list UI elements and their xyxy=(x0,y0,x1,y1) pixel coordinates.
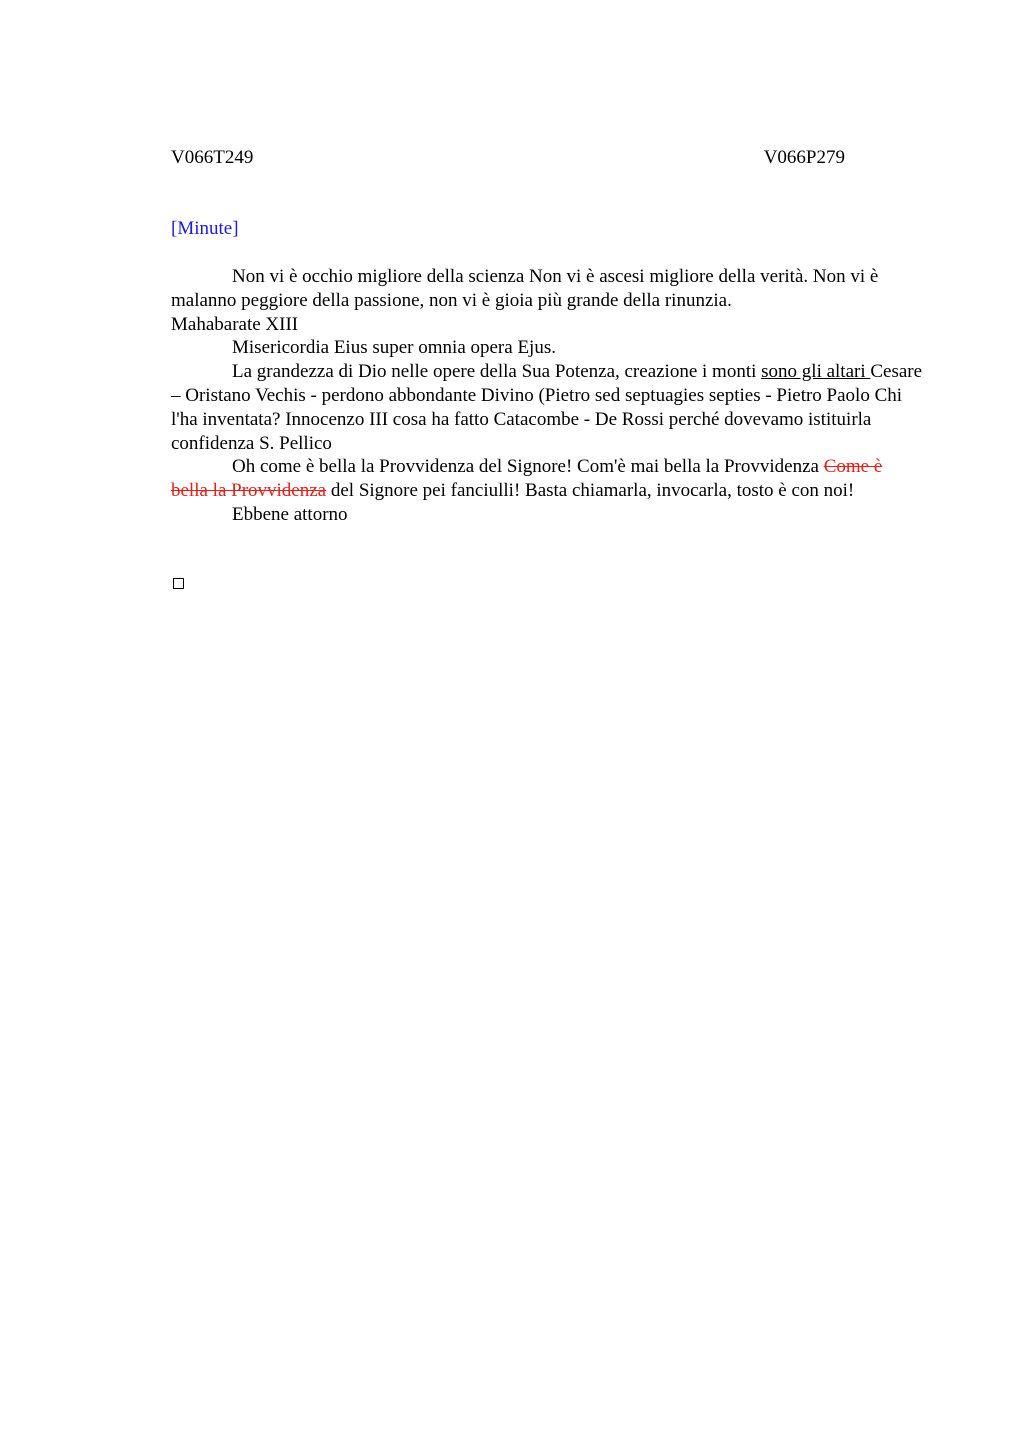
section-tag: [Minute] xyxy=(171,218,239,239)
empty-square-icon xyxy=(173,578,184,589)
paragraph xyxy=(171,360,923,455)
paragraph-text: Oh come è bella la Provvidenza del Signore! Com'è mai bella la Provvidenza xyxy=(232,456,824,478)
paragraph: Ebbene attorno xyxy=(232,503,348,525)
paragraph: Misericordia Eius super omnia opera Ejus. xyxy=(232,337,556,359)
header-right-code: V066P279 xyxy=(763,147,845,168)
paragraph-text: Cesare – Oristano Vechis - perdono abbondante Divino (Pietro sed septuagies septies - Pietro Paolo Chi l'ha inventata? Innocenzo III cosa ha fatto Catacombe - De Rossi perché dovevamo istituirla confidenza S. Pellico xyxy=(171,361,923,454)
paragraph-text: La grandezza di Dio nelle opere della Sua Potenza, creazione i monti xyxy=(232,361,762,383)
document-header xyxy=(171,146,845,170)
deleted-text: Come è bella la Provvidenza xyxy=(171,456,883,502)
underlined-text: sono gli altari xyxy=(761,361,871,383)
paragraph-text: del Signore pei fanciulli! Basta chiamarla, invocarla, tosto è con noi! xyxy=(326,480,855,502)
paragraph: Non vi è occhio migliore della scienza Non vi è ascesi migliore della verità. Non vi è malanno peggiore della passione, non vi è gioia più grande della rinunzia. xyxy=(171,266,879,311)
header-left-code: V066T249 xyxy=(171,147,254,168)
paragraph xyxy=(171,455,923,503)
paragraph: Mahabarate XIII xyxy=(171,313,299,335)
document-body xyxy=(171,265,923,527)
